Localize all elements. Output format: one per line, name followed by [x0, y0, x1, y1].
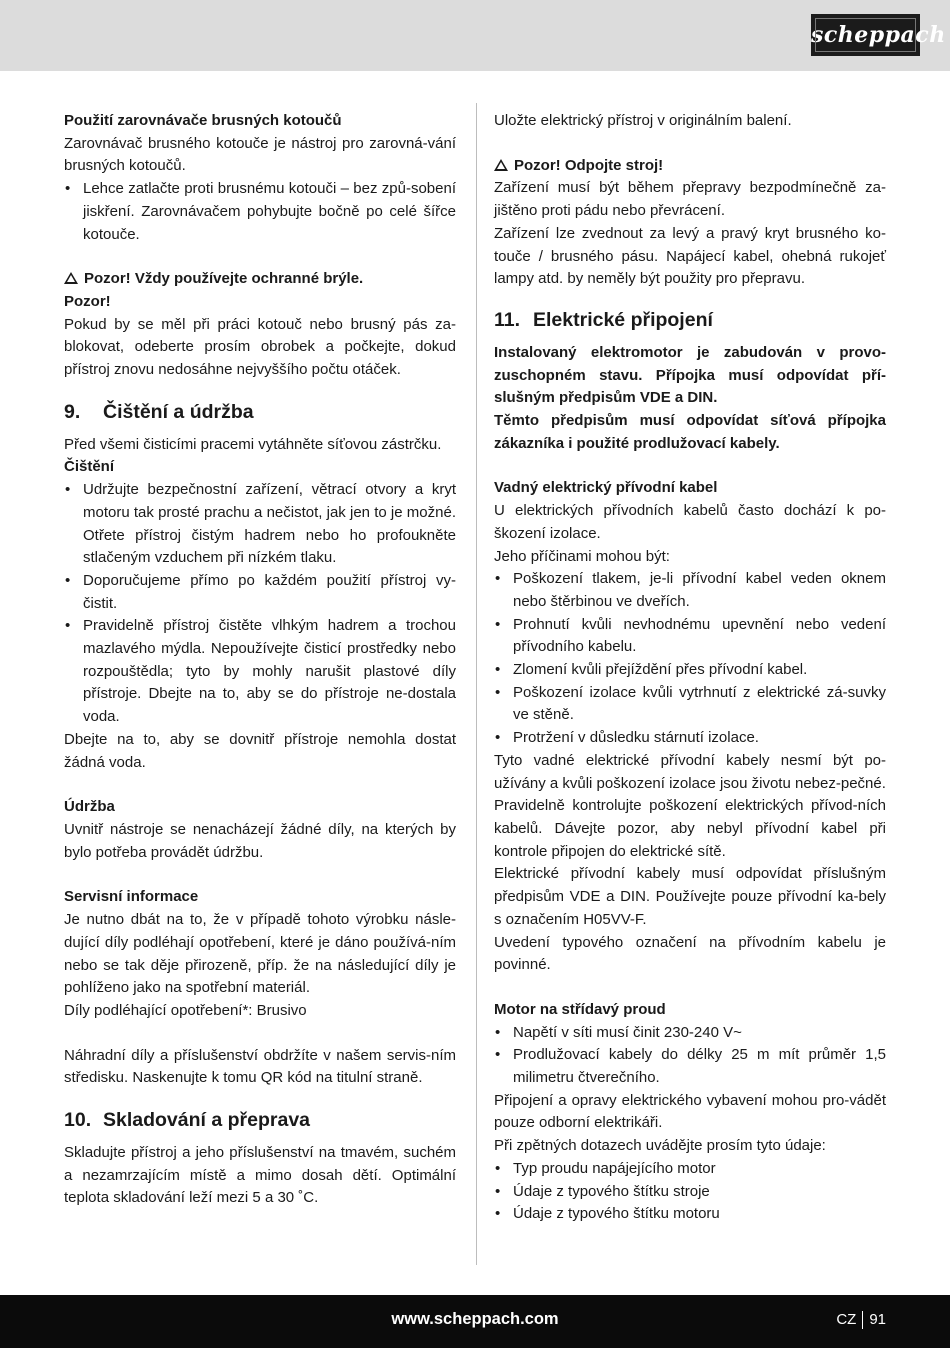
column-divider [476, 103, 477, 1265]
heading-title: Elektrické připojení [533, 308, 713, 331]
list-item: • Údaje z typového štítku motoru [494, 1203, 886, 1226]
paragraph: Uvnitř nástroje se nenacházejí žádné díly, na kterých by bylo potřeba provádět údržbu. [64, 820, 456, 861]
warning-disconnect [494, 155, 886, 178]
warning-triangle-icon [494, 159, 508, 171]
pozor-label: Pozor! [64, 292, 111, 310]
scheppach-logo: scheppach [811, 14, 920, 56]
subsection-title-service: Servisní informace [64, 888, 199, 906]
heading-number: 11. [494, 308, 521, 331]
paragraph: Díly podléhající opotřebení*: Brusivo [64, 1001, 307, 1019]
bullet-list [64, 178, 456, 246]
paragraph: Připojení a opravy elektrického vybavení mohou pro-vádět pouze odborní elektrikáři. [494, 1091, 886, 1132]
bullet-list-cleaning [64, 479, 456, 729]
list-item: • Zlomení kvůli přejíždění přes přívodní kabel. [494, 659, 886, 682]
heading-title: Skladování a přeprava [103, 1109, 311, 1132]
paragraph: Uvedení typového označení na přívodním kabelu je povinné. [494, 933, 886, 974]
paragraph: Jeho příčinami mohou být: [494, 547, 670, 565]
paragraph: Zarovnávač brusného kotouče je nástroj pro zarovná-vání brusných kotoučů. [64, 134, 456, 175]
subsection-title-faulty-cable: Vadný elektrický přívodní kabel [494, 479, 718, 497]
heading-title: Čištění a údržba [103, 400, 254, 423]
warning-triangle-icon [64, 272, 78, 284]
list-item: • Typ proudu napájejícího motor [494, 1158, 886, 1181]
paragraph: Před všemi čisticími pracemi vytáhněte síťovou zástrčku. [64, 435, 442, 453]
warning-text: Pozor! Odpojte stroj! [514, 156, 664, 174]
bullet-list-motor [494, 1022, 886, 1090]
paragraph: Tyto vadné elektrické přívodní kabely nesmí být po-užívány a kvůli poškození izolace jsou životu nebez-pečné. [494, 751, 886, 792]
heading-number: 10. [64, 1109, 92, 1132]
list-item: • Poškození izolace kvůli vytrhnutí z elektrické zá-suvky ve stěně. [494, 682, 886, 727]
paragraph: Zařízení lze zvednout za levý a pravý kryt brusného ko-touče / brusného pásu. Napájecí kabel, ohebná rukojeť lampy atd. by neměly být použity pro přepravu. [494, 224, 886, 288]
list-item: • Poškození tlakem, je-li přívodní kabel veden oknem nebo štěrbinou ve dveřích. [494, 568, 886, 613]
subsection-title-maintenance: Údržba [64, 798, 115, 816]
page-footer [0, 1295, 950, 1348]
paragraph-bold: Těmto předpisům musí odpovídat síťová přípojka zákazníka i použité prodlužovací kabely. [494, 412, 886, 452]
page-number: 91 [869, 1311, 886, 1328]
heading-section-10 [64, 1101, 456, 1142]
bullet-list-details [494, 1158, 886, 1226]
page-indicator [836, 1311, 886, 1329]
bullet-list-causes [494, 568, 886, 750]
website-link[interactable]: www.scheppach.com [391, 1310, 559, 1328]
section-title-wheel-dresser: Použití zarovnávače brusných kotoučů [64, 112, 342, 129]
warning-text: Pozor! Vždy používejte ochranné brýle. [84, 270, 364, 288]
paragraph: Uložte elektrický přístroj v originálním balení. [494, 112, 792, 129]
left-column [64, 110, 456, 1210]
page-header [0, 0, 950, 71]
paragraph: Při zpětných dotazech uvádějte prosím tyto údaje: [494, 1137, 826, 1155]
warning-goggles [64, 268, 456, 291]
list-item: • Napětí v síti musí činit 230-240 V~ [494, 1022, 886, 1045]
paragraph: Náhradní díly a příslušenství obdržíte v našem servis-ním středisku. Naskenujte k tomu QR kód na titulní straně. [64, 1046, 456, 1087]
heading-section-9 [64, 393, 456, 434]
heading-number: 9. [64, 400, 81, 423]
right-column [494, 110, 886, 1226]
list-item: • Prodlužovací kabely do délky 25 m mít průměr 1,5 milimetru čtverečního. [494, 1044, 886, 1089]
language-code: CZ [836, 1311, 857, 1328]
paragraph: Pravidelně kontrolujte poškození elektrických přívod-ních kabelů. Dávejte pozor, aby nebyl přívodní kabel při kontrole připojen do elektrické sítě. [494, 797, 886, 860]
subsection-title-cleaning: Čištění [64, 458, 115, 476]
paragraph-bold: Instalovaný elektromotor je zabudován v provo-zuschopném stavu. Přípojka musí odpovídat pří-slušným předpisům VDE a DIN. [494, 343, 886, 407]
list-item: • Prohnutí kvůli nevhodnému upevnění nebo vedení přívodního kabelu. [494, 614, 886, 659]
list-item: • Protržení v důsledku stárnutí izolace. [494, 727, 886, 750]
paragraph: Elektrické přívodní kabely musí odpovídat příslušným předpisům VDE a DIN. Používejte pouze přívodní ka-bely s označením H05VV-F. [494, 865, 886, 928]
list-item: • Pravidelně přístroj čistěte vlhkým hadrem a trochou mazlavého mýdla. Nepoužívejte čisticí prostředky nebo rozpouštědla; tyto by mohly narušit plastové díly přístroje. Dbejte na to, aby se do přístroje ne-dostala voda. [64, 615, 456, 729]
paragraph: Pokud by se měl při práci kotouč nebo brusný pás za-blokovat, odeberte prosím obrobek a počkejte, dokud přístroj znovu nedosáhne nejvyššího počtu otáček. [64, 315, 456, 379]
paragraph: U elektrických přívodních kabelů často dochází k po-škození izolace. [494, 502, 886, 542]
paragraph: Dbejte na to, aby se dovnitř přístroje nemohla dostat žádná voda. [64, 730, 456, 771]
paragraph: Zařízení musí být během přepravy bezpodmínečně za-jištěno proti pádu nebo převrácení. [494, 179, 886, 220]
list-item: • Údaje z typového štítku stroje [494, 1181, 886, 1204]
heading-section-11 [494, 301, 886, 342]
list-item: • Doporučujeme přímo po každém použití přístroj vy-čistit. [64, 570, 456, 615]
list-item: • Udržujte bezpečnostní zařízení, větrací otvory a kryt motoru tak prosté prachu a nečistot, jak jen to je možné. Otřete přístroj čistým hadrem nebo ho profoukněte stlačeným vzduchem při nízkém tlaku. [64, 479, 456, 570]
list-item: • Lehce zatlačte proti brusnému kotouči – bez způ-sobení jiskření. Zarovnávačem pohybujte bočně po celé šířce kotouče. [64, 178, 456, 246]
subsection-title-ac-motor: Motor na střídavý proud [494, 1000, 666, 1018]
paragraph: Skladujte přístroj a jeho příslušenství na tmavém, suchém a nezamrzajícím místě a mimo dosah dětí. Optimální teplota skladování leží mezi 5 a 30 ˚C. [64, 1144, 456, 1207]
paragraph: Je nutno dbát na to, že v případě tohoto výrobku násle-dující díly podléhají opotřebení, které je dáno používá-ním nebo se tak děje přirozeně, příp. že na následující díly je pohlíženo jako na spotřební materiál. [64, 911, 456, 997]
